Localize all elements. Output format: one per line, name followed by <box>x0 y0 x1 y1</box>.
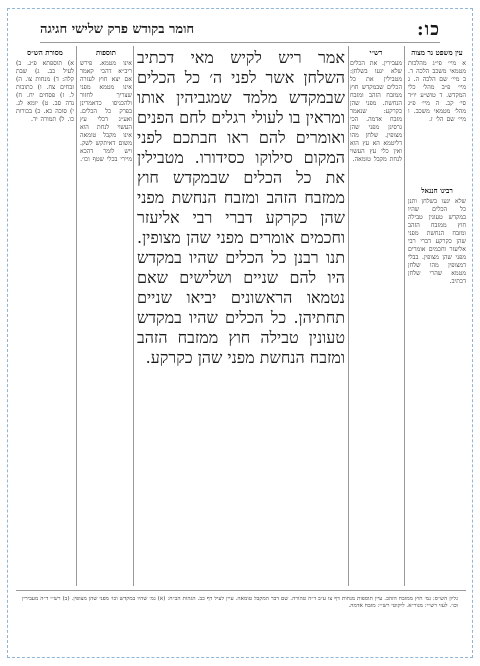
ein-mishpat-text: א מיי׳ פי״ג מהלכות מטמאי משכב הלכה ד. ב מיי׳ שם הלכה ה. ג מיי׳ פ״ב מהל׳ כלי המקדש. ד טוש״ע יו״ד סי׳ קכ. ה מיי׳ פ״ג מהל׳ מטמאי משכב. ו מיי׳ שם הל׳ ז. <box>408 60 466 123</box>
tosafot-column <box>80 60 132 586</box>
tosafot-label: תוספות <box>96 48 116 57</box>
footnotes-text: גליון הש״ס: גמ׳ חוץ ממזבח הזהב. עיין תוספות מנחות דף צו ע״ב ד״ה טהורה. שם דבר המקבל טומאה. עיין לעיל דף כב. הגהות הב״ח: (א) גמ׳ שהיו במקדש וכו׳ מפני שהן מצופין. (ב) רש״י ד״ה מעבירין וכו׳. לעזי רש״י: מנור״א. ליקוטי רש״י: מזבח אדמה. <box>22 596 458 610</box>
footnotes-block <box>22 596 458 636</box>
rashi-column <box>350 60 402 586</box>
rabbeinu-chananel-column <box>408 198 466 580</box>
mesoret-hashas-label: מסורת הש״ס <box>27 48 63 57</box>
ein-mishpat-label: עין משפט נר מצוה <box>411 48 463 57</box>
header-rule <box>40 42 440 43</box>
footnote-rule <box>16 590 466 591</box>
page-header <box>40 18 440 40</box>
ein-mishpat-column <box>408 60 466 180</box>
gemara-left-rule <box>133 46 134 586</box>
right-margin-rule <box>404 46 405 586</box>
gemara-right-rule <box>348 46 349 586</box>
mesoret-hashas-text: א) תוספתא פ״ג. ב) לעיל כב. ג) שבת קלה: ד) מנחות צו. ה) זבחים צח. ו) כתובות ל. ז) פסחים יח. ח) נדה סב. ט) יומא לג. י) סוכה כא. כ) בכורות כו. ל) תמורה יד. <box>16 60 74 123</box>
rashi-label: רש״י <box>369 48 383 57</box>
left-margin-rule <box>76 46 77 586</box>
rabbeinu-chananel-text: שלא יגעו בשלחן ותנן כל הכלים שהיו במקדש טעונין טבילה חוץ ממזבח הזהב ומזבח הנחשת מפני שהן כקרקע דברי רבי אליעזר וחכמים אומרים מפני שהן מצופין. בבלי דמצופין מהו שלחן מטמא שהרי שלחן דכתיב. <box>408 198 466 285</box>
gemara-block <box>137 48 345 584</box>
gemara-text: אמר ריש לקיש מאי דכתיב השלחן אשר לפני ה׳ כל הכלים שבמקדש מלמד שמגביהין אותו ומראין בו לעולי רגלים לחם הפנים ואומרים להם ראו חבתכם לפני המקום סילוקו כסידורו. מטבילין את כל הכלים שבמקדש חוץ ממזבח הזהב ומזבח הנחשת מפני שהן כקרקע דברי רבי אליעזר וחכמים אומרים מפני שהן מצופין. תנו רבנן כל הכלים שהיו במקדש היו להם שניים ושלישים שאם נטמאו הראשונים יביאו שניים תחתיהן. כל הכלים שהיו במקדש טעונין טבילה חוץ ממזבח הזהב ומזבח הנחשת מפני שהן כקרקע. <box>137 48 345 367</box>
folio-number: כו: <box>416 18 440 40</box>
rashi-text: מעבירין. את הכלים שלא יגעו בשלחן: מטבילין את כל הכלים שבמקדש חוץ ממזבח הזהב ומזבח הנחשת. מפני שהן כקרקע: שנאמר מזבח אדמה. הכי גרסינן מפני שהן מצופין. שלחן מהו דליטמא הא עץ הוא ואין כלי עץ העשוי לנחת מקבל טומאה. <box>350 60 402 163</box>
rabbeinu-chananel-label: רבינו חננאל <box>421 186 453 195</box>
tosafot-text: אינו מטמא. פירש ריב״א דהכי קאמר אם יצא חוץ לעזרה אינו מטמא מפני שצריך לחזור ולהכניסו כדאמרינן בפרק כל הכלים. ואע״ג דכלי עץ העשוי לנחת הוא אינו מקבל טומאה משום דאיתקש לשק. ויש לומר דהכא מיירי בכלי שטף וכו׳. <box>80 60 132 163</box>
running-title: חומר בקודש פרק שלישי חגיגה <box>40 22 195 37</box>
mesoret-hashas-column <box>16 60 74 586</box>
